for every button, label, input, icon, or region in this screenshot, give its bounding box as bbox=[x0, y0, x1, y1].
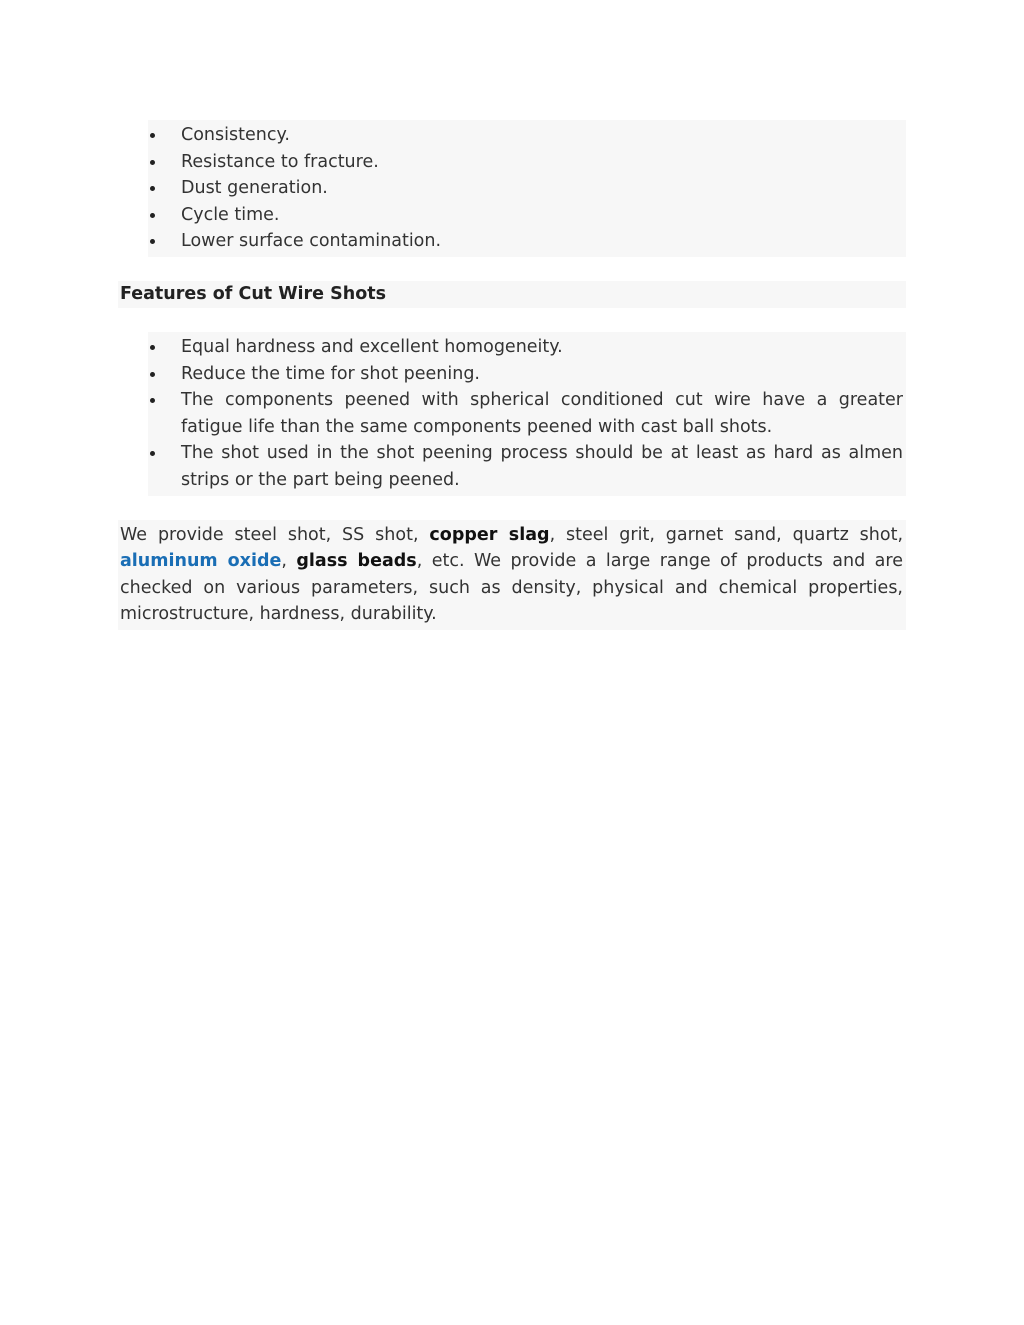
list-item-text: Consistency. bbox=[181, 125, 290, 145]
aluminum-oxide-link[interactable]: aluminum oxide bbox=[120, 551, 282, 572]
features-bullet-list bbox=[148, 334, 903, 494]
intro-list-block bbox=[148, 120, 906, 257]
paragraph-text: We provide steel shot, SS shot, bbox=[120, 524, 430, 545]
paragraph-text: , steel grit, garnet sand, quartz shot, bbox=[549, 524, 904, 545]
list-item bbox=[148, 361, 903, 388]
list-item-text: The shot used in the shot peening process should be at least as hard as almen strips or the part being peened. bbox=[181, 443, 903, 490]
bullet-icon bbox=[150, 186, 155, 191]
bullet-icon bbox=[150, 345, 155, 350]
closing-paragraph bbox=[120, 522, 903, 628]
paragraph-text: , bbox=[281, 551, 297, 572]
list-item bbox=[148, 387, 903, 440]
list-item bbox=[148, 122, 903, 149]
list-item bbox=[148, 228, 903, 255]
features-list-block bbox=[148, 332, 906, 496]
list-item bbox=[148, 440, 903, 493]
bullet-icon bbox=[150, 160, 155, 165]
features-heading-block bbox=[118, 281, 906, 308]
bullet-icon bbox=[150, 239, 155, 244]
list-item bbox=[148, 175, 903, 202]
paragraph-text: , etc. We provide a large range of products and are checked on various parameters, such as density, physical and chemical properties, microstructure, hardness, durability. bbox=[120, 551, 903, 625]
list-item-text: Equal hardness and excellent homogeneity. bbox=[181, 336, 563, 357]
list-item-text: Reduce the time for shot peening. bbox=[181, 363, 480, 384]
glass-beads-keyword: glass beads bbox=[296, 551, 417, 572]
list-item-text: The components peened with spherical conditioned cut wire have a greater fatigue life than the same components peened with cast ball shots. bbox=[181, 390, 903, 437]
list-item-text: Lower surface contamination. bbox=[181, 231, 442, 252]
closing-paragraph-block bbox=[118, 520, 906, 630]
bullet-icon bbox=[150, 133, 155, 138]
intro-bullet-list bbox=[148, 122, 903, 255]
copper-slag-keyword: copper slag bbox=[429, 524, 550, 545]
bullet-icon bbox=[150, 372, 155, 377]
list-item-text: Cycle time. bbox=[181, 204, 280, 225]
document-page bbox=[118, 120, 906, 630]
list-item-text: Dust generation. bbox=[181, 178, 328, 199]
list-item bbox=[148, 149, 903, 176]
section-heading: Features of Cut Wire Shots bbox=[120, 283, 387, 304]
list-item bbox=[148, 202, 903, 229]
bullet-icon bbox=[150, 451, 155, 456]
list-item bbox=[148, 334, 903, 361]
bullet-icon bbox=[150, 213, 155, 218]
list-item-text: Resistance to fracture. bbox=[181, 151, 379, 172]
bullet-icon bbox=[150, 398, 155, 403]
